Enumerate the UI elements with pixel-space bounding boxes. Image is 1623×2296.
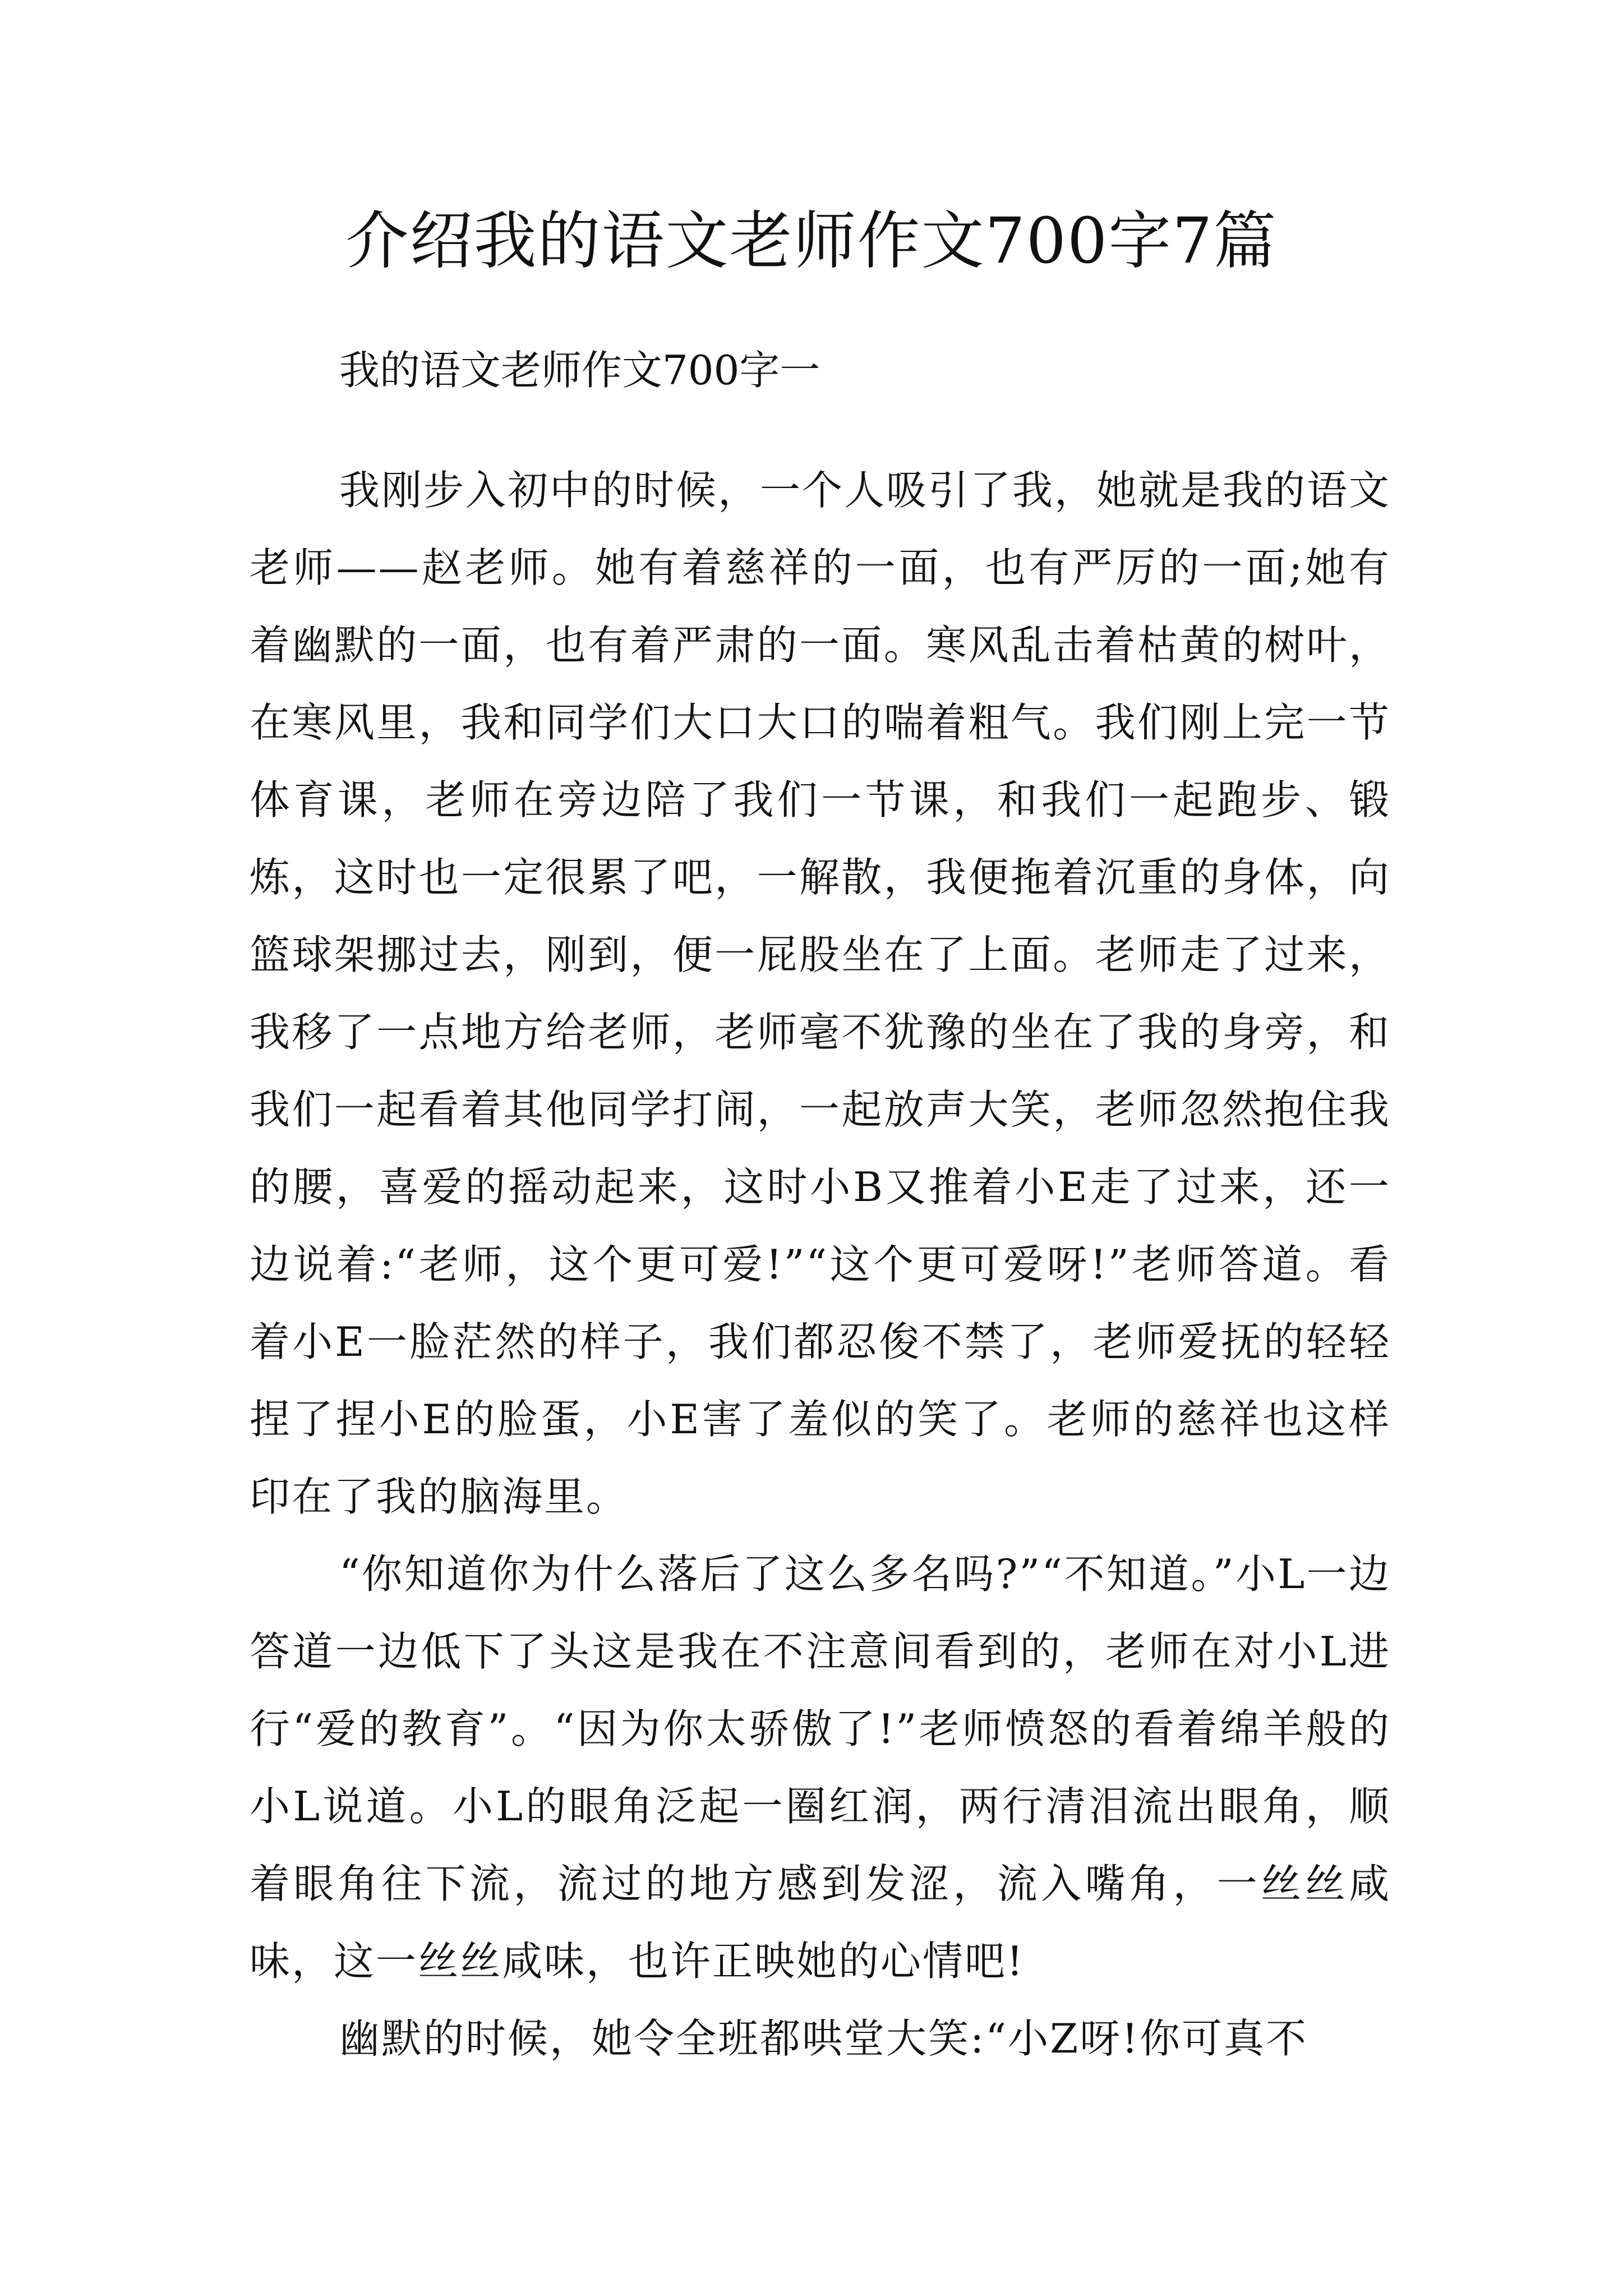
document-body: [250, 452, 1391, 2077]
section-heading: 我的语文老师作文700字一: [339, 347, 820, 394]
paragraph: 我刚步入初中的时候，一个人吸引了我，她就是我的语文老师——赵老师。她有着慈祥的一面，也有严厉的一面;她有着幽默的一面，也有着严肃的一面。寒风乱击着枯黄的树叶，在寒风里，我和同学们大口大口的喘着粗气。我们刚上完一节体育课，老师在旁边陪了我们一节课，和我们一起跑步、锻炼，这时也一定很累了吧，一解散，我便拖着沉重的身体，向篮球架挪过去，刚到，便一屁股坐在了上面。老师走了过来，我移了一点地方给老师，老师毫不犹豫的坐在了我的身旁，和我们一起看着其他同学打闹，一起放声大笑，老师忽然抱住我的腰，喜爱的摇动起来，这时小B又推着小E走了过来，还一边说着:“老师，这个更可爱!”“这个更可爱呀!”老师答道。看着小E一脸茫然的样子，我们都忍俊不禁了，老师爱抚的轻轻捏了捏小E的脸蛋，小E害了羞似的笑了。老师的慈祥也这样印在了我的脑海里。: [250, 467, 1391, 1520]
paragraph: “你知道你为什么落后了这么多名吗?”“不知道。”小L一边答道一边低下了头这是我在不注意间看到的，老师在对小L进行“爱的教育”。“因为你太骄傲了!”老师愤怒的看着绵羊般的小L说道。小L的眼角泛起一圈红润，两行清泪流出眼角，顺着眼角往下流，流过的地方感到发涩，流入嘴角，一丝丝咸味，这一丝丝咸味，也许正映她的心情吧!: [250, 1550, 1391, 1985]
paragraph: 幽默的时候，她令全班都哄堂大笑:“小Z呀!你可真不: [339, 2015, 1308, 2062]
document-title: 介绍我的语文老师作文700字7篇: [345, 205, 1278, 278]
